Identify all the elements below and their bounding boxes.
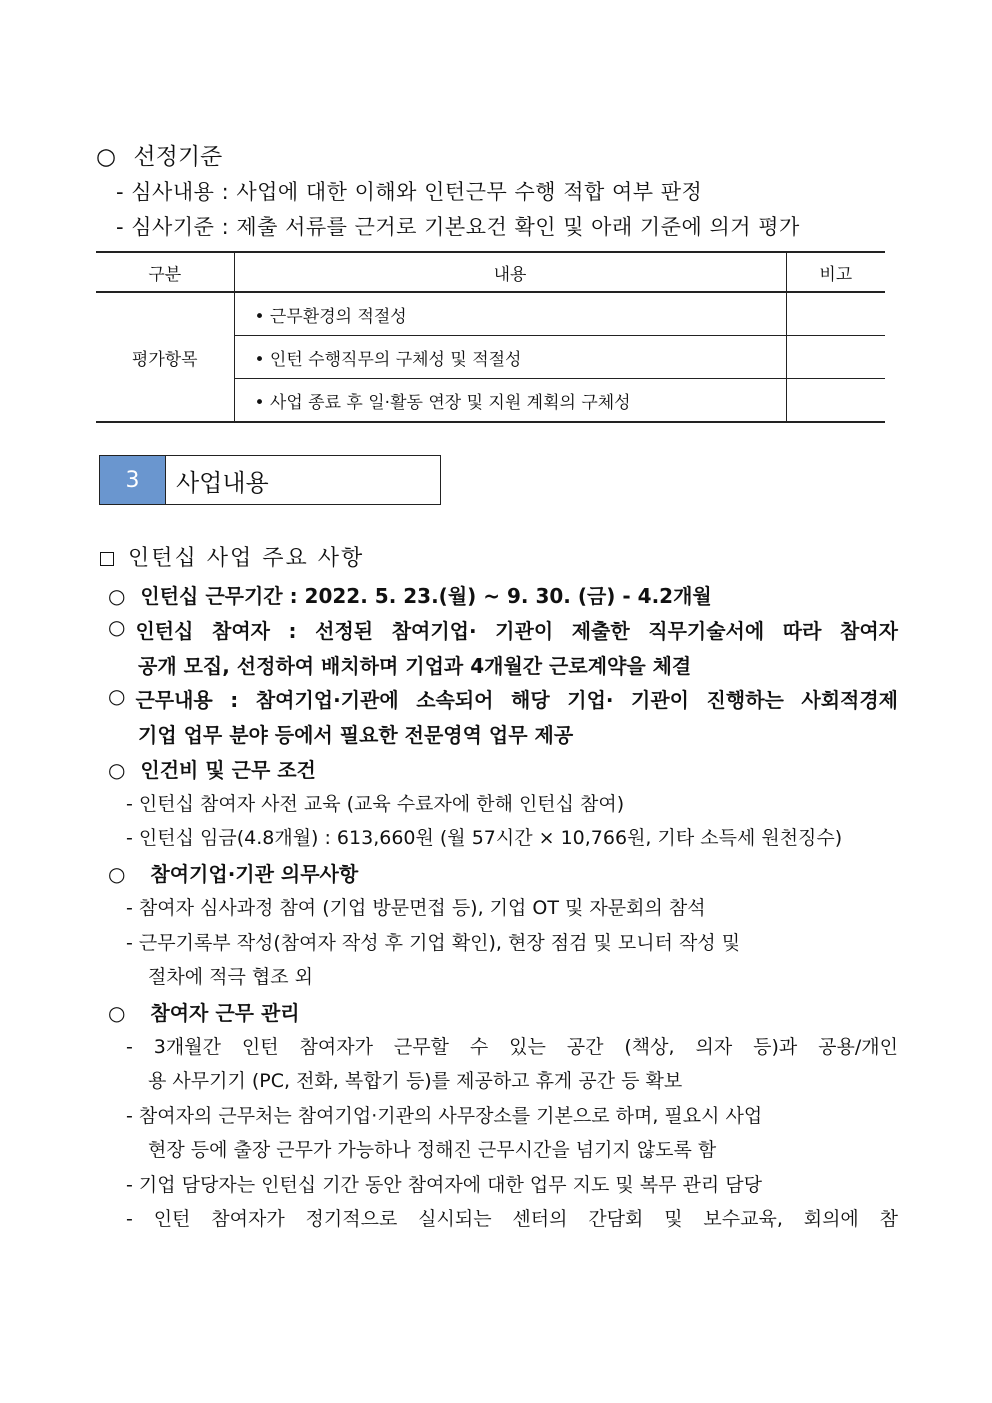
participants-item-cont: 공개 모집, 선정하여 배치하며 기업과 4개월간 근로계약을 체결 [138, 654, 692, 678]
note-cell [786, 336, 885, 379]
circle-marker-icon: ○ [108, 1001, 126, 1025]
manage-sub-line: 용 사무기기 (PC, 전화, 복합기 등)를 제공하고 휴게 공간 등 확보 [148, 1070, 683, 1092]
participants-item [108, 615, 898, 644]
company-duties-item [108, 858, 358, 887]
header-category: 구분 [96, 252, 234, 292]
note-cell [786, 292, 885, 336]
duty-sub-line: 절차에 적극 협조 외 [148, 966, 313, 988]
content-cell: • 근무환경의 적절성 [234, 292, 786, 336]
item-text: 근무내용 : 참여기업·기관에 소속되어 해당 기업· 기관이 진행하는 사회적경제 [135, 688, 898, 712]
manage-sub-line: - 기업 담당자는 인턴십 기간 동안 참여자에 대한 업무 지도 및 복무 관리 담당 [126, 1174, 762, 1196]
section-number: 3 [100, 456, 166, 504]
wage-sub-line: - 인턴십 임금(4.8개월) : 613,660원 (월 57시간 × 10,766원, 기타 소득세 원천징수) [126, 827, 843, 849]
review-criteria-line: - 심사기준 : 제출 서류를 근거로 기본요건 확인 및 아래 기준에 의거 평가 [116, 215, 800, 239]
section-title: 사업내용 [176, 468, 269, 497]
header-content: 내용 [234, 252, 786, 292]
review-content-line: - 심사내용 : 사업에 대한 이해와 인턴근무 수행 적합 여부 판정 [116, 180, 703, 204]
circle-marker-icon: ○ [108, 684, 126, 708]
item-text: 참여기업·기관 의무사항 [150, 862, 359, 886]
work-period-item [108, 580, 712, 609]
circle-marker-icon: ○ [108, 584, 126, 608]
item-text: 인턴십 근무기간 : 2022. 5. 23.(월) ~ 9. 30. (금) - 4.2개월 [140, 584, 712, 608]
circle-marker-icon: ○ [96, 144, 117, 170]
selection-heading [96, 138, 222, 171]
section-header [99, 455, 441, 505]
main-heading-text: 인턴십 사업 주요 사항 [128, 546, 365, 571]
main-heading [100, 541, 364, 572]
category-cell: 평가항목 [96, 292, 234, 422]
wage-conditions-item [108, 754, 316, 783]
duty-sub-line: - 참여자 심사과정 참여 (기업 방문면접 등), 기업 OT 및 자문회의 참석 [126, 897, 706, 919]
header-note: 비고 [819, 264, 853, 285]
table-header-row [96, 252, 885, 292]
circle-marker-icon: ○ [108, 615, 126, 639]
manage-sub-line: - 인턴 참여자가 정기적으로 실시되는 센터의 간담회 및 보수교육, 회의에 참 [126, 1208, 898, 1230]
item-text: 인건비 및 근무 조건 [140, 758, 316, 782]
table-row [96, 292, 885, 336]
selection-heading-text: 선정기준 [133, 144, 223, 170]
duty-sub-line: - 근무기록부 작성(참여자 작성 후 기업 확인), 현장 점검 및 모니터 작성 및 [126, 932, 741, 954]
content-cell: • 사업 종료 후 일·활동 연장 및 지원 계획의 구체성 [234, 379, 786, 423]
work-management-item [108, 997, 300, 1026]
criteria-table [96, 251, 885, 423]
work-content-item-cont: 기업 업무 분야 등에서 필요한 전문영역 업무 제공 [138, 723, 574, 747]
manage-sub-line: 현장 등에 출장 근무가 가능하나 정해진 근무시간을 넘기지 않도록 함 [148, 1139, 717, 1161]
content-cell: • 인턴 수행직무의 구체성 및 적절성 [234, 336, 786, 379]
work-content-item [108, 684, 898, 713]
manage-sub-line: - 3개월간 인턴 참여자가 근무할 수 있는 공간 (책상, 의자 등)과 공용/개인 [126, 1036, 898, 1058]
note-cell [786, 379, 885, 423]
circle-marker-icon: ○ [108, 862, 126, 886]
circle-marker-icon: ○ [108, 758, 126, 782]
wage-sub-line: - 인턴십 참여자 사전 교육 (교육 수료자에 한해 인턴십 참여) [126, 793, 625, 815]
item-text: 인턴십 참여자 : 선정된 참여기업· 기관이 제출한 직무기술서에 따라 참여자 [135, 619, 898, 643]
square-bullet-icon [100, 552, 114, 566]
manage-sub-line: - 참여자의 근무처는 참여기업·기관의 사무장소를 기본으로 하며, 필요시 사업 [126, 1105, 763, 1127]
item-text: 참여자 근무 관리 [150, 1001, 300, 1025]
